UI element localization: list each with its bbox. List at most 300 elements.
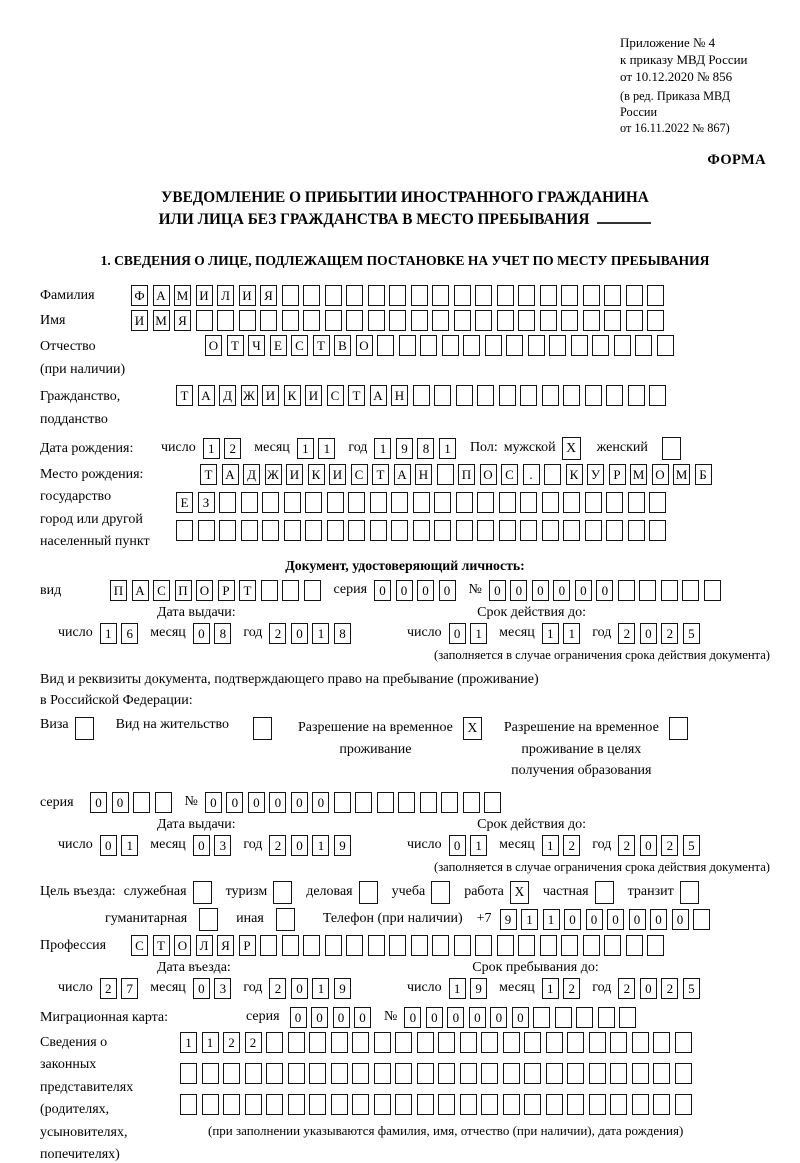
char-cell[interactable] [628, 385, 645, 406]
char-cell[interactable] [499, 385, 516, 406]
char-cell[interactable]: Т [239, 580, 256, 601]
char-cell[interactable] [524, 1032, 541, 1053]
stay-month-cells[interactable] [542, 978, 581, 999]
char-cell[interactable] [481, 1094, 498, 1115]
identity-issue-year-cells[interactable] [269, 623, 351, 644]
char-cell[interactable]: 0 [553, 580, 570, 601]
char-cell[interactable]: 1 [100, 623, 117, 644]
char-cell[interactable] [241, 492, 258, 513]
char-cell[interactable]: 1 [202, 1032, 219, 1053]
char-cell[interactable] [304, 580, 321, 601]
char-cell[interactable] [475, 285, 492, 306]
char-cell[interactable] [352, 1063, 369, 1084]
char-cell[interactable] [542, 520, 559, 541]
char-cell[interactable]: Я [217, 935, 234, 956]
char-cell[interactable]: Е [270, 335, 287, 356]
char-cell[interactable] [657, 335, 674, 356]
char-cell[interactable] [434, 492, 451, 513]
char-cell[interactable]: 3 [214, 835, 231, 856]
birth-month-cells[interactable] [297, 438, 336, 459]
char-cell[interactable] [626, 310, 643, 331]
char-cell[interactable]: А [198, 385, 215, 406]
char-cell[interactable] [442, 335, 459, 356]
char-cell[interactable]: П [110, 580, 127, 601]
char-cell[interactable] [653, 1032, 670, 1053]
char-cell[interactable]: 1 [318, 438, 335, 459]
purpose-other-checkbox[interactable] [276, 908, 295, 931]
char-cell[interactable]: 0 [586, 909, 603, 930]
char-cell[interactable]: 1 [312, 978, 329, 999]
char-cell[interactable]: 9 [334, 835, 351, 856]
char-cell[interactable] [540, 310, 557, 331]
representatives-cells-row1[interactable] [180, 1032, 692, 1053]
char-cell[interactable] [245, 1094, 262, 1115]
char-cell[interactable] [499, 492, 516, 513]
char-cell[interactable] [518, 310, 535, 331]
char-cell[interactable]: С [153, 580, 170, 601]
char-cell[interactable] [219, 520, 236, 541]
char-cell[interactable] [463, 792, 480, 813]
char-cell[interactable] [334, 792, 351, 813]
char-cell[interactable] [475, 310, 492, 331]
char-cell[interactable]: С [327, 385, 344, 406]
char-cell[interactable] [639, 580, 656, 601]
char-cell[interactable] [305, 492, 322, 513]
char-cell[interactable] [355, 792, 372, 813]
char-cell[interactable]: О [174, 935, 191, 956]
char-cell[interactable] [327, 520, 344, 541]
char-cell[interactable]: 0 [333, 1007, 350, 1028]
entry-year-cells[interactable] [269, 978, 351, 999]
char-cell[interactable] [434, 385, 451, 406]
char-cell[interactable] [649, 385, 666, 406]
char-cell[interactable]: О [205, 335, 222, 356]
char-cell[interactable] [288, 1094, 305, 1115]
char-cell[interactable] [606, 520, 623, 541]
char-cell[interactable] [484, 792, 501, 813]
char-cell[interactable] [262, 520, 279, 541]
char-cell[interactable] [682, 580, 699, 601]
char-cell[interactable]: 0 [291, 792, 308, 813]
char-cell[interactable] [395, 1094, 412, 1115]
char-cell[interactable] [309, 1094, 326, 1115]
char-cell[interactable] [589, 1063, 606, 1084]
representatives-cells-row2[interactable] [180, 1063, 692, 1084]
residence-expiry-year-cells[interactable] [618, 835, 700, 856]
char-cell[interactable]: Т [153, 935, 170, 956]
residence-doc-series-cells[interactable] [90, 792, 172, 813]
char-cell[interactable]: 2 [100, 978, 117, 999]
char-cell[interactable] [477, 520, 494, 541]
char-cell[interactable] [266, 1032, 283, 1053]
char-cell[interactable]: 0 [312, 792, 329, 813]
char-cell[interactable]: 1 [470, 835, 487, 856]
char-cell[interactable] [368, 935, 385, 956]
char-cell[interactable]: К [566, 464, 583, 485]
char-cell[interactable] [395, 1032, 412, 1053]
char-cell[interactable]: С [131, 935, 148, 956]
char-cell[interactable]: 9 [500, 909, 517, 930]
char-cell[interactable] [374, 1032, 391, 1053]
char-cell[interactable]: 0 [640, 835, 657, 856]
char-cell[interactable] [413, 385, 430, 406]
char-cell[interactable]: Ж [241, 385, 258, 406]
char-cell[interactable]: 2 [618, 978, 635, 999]
char-cell[interactable]: 9 [334, 978, 351, 999]
char-cell[interactable] [563, 520, 580, 541]
sex-female-checkbox[interactable] [662, 437, 681, 460]
char-cell[interactable] [454, 285, 471, 306]
char-cell[interactable]: 0 [532, 580, 549, 601]
char-cell[interactable]: Ч [248, 335, 265, 356]
char-cell[interactable] [282, 580, 299, 601]
char-cell[interactable]: 2 [661, 978, 678, 999]
char-cell[interactable] [374, 1063, 391, 1084]
char-cell[interactable] [413, 492, 430, 513]
char-cell[interactable]: С [291, 335, 308, 356]
char-cell[interactable] [241, 520, 258, 541]
char-cell[interactable] [432, 285, 449, 306]
char-cell[interactable] [352, 1094, 369, 1115]
char-cell[interactable] [377, 335, 394, 356]
char-cell[interactable] [325, 935, 342, 956]
char-cell[interactable]: И [329, 464, 346, 485]
char-cell[interactable] [583, 285, 600, 306]
char-cell[interactable] [618, 580, 635, 601]
char-cell[interactable] [303, 285, 320, 306]
char-cell[interactable] [610, 1032, 627, 1053]
char-cell[interactable] [567, 1094, 584, 1115]
char-cell[interactable] [346, 310, 363, 331]
char-cell[interactable]: Я [260, 285, 277, 306]
char-cell[interactable]: 0 [193, 978, 210, 999]
char-cell[interactable]: Р [239, 935, 256, 956]
char-cell[interactable] [632, 1063, 649, 1084]
purpose-private-checkbox[interactable] [595, 881, 614, 904]
char-cell[interactable]: Т [372, 464, 389, 485]
char-cell[interactable]: 2 [269, 978, 286, 999]
char-cell[interactable] [661, 580, 678, 601]
char-cell[interactable] [628, 520, 645, 541]
char-cell[interactable]: И [196, 285, 213, 306]
char-cell[interactable] [460, 1094, 477, 1115]
char-cell[interactable] [544, 464, 561, 485]
char-cell[interactable]: 0 [510, 580, 527, 601]
char-cell[interactable] [481, 1032, 498, 1053]
char-cell[interactable] [632, 1094, 649, 1115]
char-cell[interactable] [628, 492, 645, 513]
char-cell[interactable]: 6 [121, 623, 138, 644]
residence-expiry-month-cells[interactable] [542, 835, 581, 856]
identity-expiry-year-cells[interactable] [618, 623, 700, 644]
char-cell[interactable] [370, 520, 387, 541]
char-cell[interactable]: 2 [618, 835, 635, 856]
char-cell[interactable]: 0 [291, 978, 308, 999]
char-cell[interactable]: 1 [121, 835, 138, 856]
char-cell[interactable] [456, 492, 473, 513]
char-cell[interactable] [260, 935, 277, 956]
char-cell[interactable]: 0 [404, 1007, 421, 1028]
char-cell[interactable]: Т [227, 335, 244, 356]
char-cell[interactable]: 0 [596, 580, 613, 601]
char-cell[interactable]: С [501, 464, 518, 485]
char-cell[interactable] [331, 1094, 348, 1115]
char-cell[interactable]: 8 [214, 623, 231, 644]
char-cell[interactable] [411, 285, 428, 306]
char-cell[interactable] [434, 520, 451, 541]
char-cell[interactable] [399, 335, 416, 356]
char-cell[interactable]: 0 [640, 978, 657, 999]
char-cell[interactable]: Д [243, 464, 260, 485]
char-cell[interactable]: 1 [297, 438, 314, 459]
identity-doc-number-cells[interactable] [489, 580, 721, 601]
residence-issue-month-cells[interactable] [193, 835, 232, 856]
char-cell[interactable]: Т [200, 464, 217, 485]
char-cell[interactable] [411, 935, 428, 956]
identity-doc-kind-cells[interactable] [110, 580, 321, 601]
char-cell[interactable]: 2 [563, 978, 580, 999]
char-cell[interactable] [282, 935, 299, 956]
char-cell[interactable] [391, 492, 408, 513]
char-cell[interactable] [503, 1032, 520, 1053]
char-cell[interactable] [303, 935, 320, 956]
char-cell[interactable] [196, 310, 213, 331]
char-cell[interactable]: 0 [291, 623, 308, 644]
char-cell[interactable]: А [153, 285, 170, 306]
char-cell[interactable] [653, 1094, 670, 1115]
char-cell[interactable]: 0 [489, 580, 506, 601]
char-cell[interactable]: А [222, 464, 239, 485]
char-cell[interactable] [626, 285, 643, 306]
char-cell[interactable] [219, 492, 236, 513]
char-cell[interactable] [456, 520, 473, 541]
char-cell[interactable]: 2 [618, 623, 635, 644]
char-cell[interactable] [693, 909, 710, 930]
char-cell[interactable] [619, 1007, 636, 1028]
char-cell[interactable] [438, 1032, 455, 1053]
char-cell[interactable] [561, 285, 578, 306]
char-cell[interactable]: А [132, 580, 149, 601]
option-residence-permit-checkbox[interactable] [253, 717, 272, 740]
char-cell[interactable]: У [587, 464, 604, 485]
residence-issue-year-cells[interactable] [269, 835, 351, 856]
char-cell[interactable]: 0 [650, 909, 667, 930]
purpose-work-checkbox[interactable]: X [510, 881, 529, 904]
char-cell[interactable]: 2 [269, 623, 286, 644]
char-cell[interactable] [506, 335, 523, 356]
char-cell[interactable] [571, 335, 588, 356]
char-cell[interactable] [284, 492, 301, 513]
char-cell[interactable] [346, 285, 363, 306]
char-cell[interactable] [561, 310, 578, 331]
char-cell[interactable] [604, 285, 621, 306]
migration-series-cells[interactable] [290, 1007, 372, 1028]
char-cell[interactable] [546, 1063, 563, 1084]
char-cell[interactable] [395, 1063, 412, 1084]
identity-expiry-month-cells[interactable] [542, 623, 581, 644]
char-cell[interactable]: К [308, 464, 325, 485]
char-cell[interactable]: 0 [447, 1007, 464, 1028]
char-cell[interactable] [632, 1032, 649, 1053]
char-cell[interactable] [540, 935, 557, 956]
char-cell[interactable] [180, 1094, 197, 1115]
char-cell[interactable] [653, 1063, 670, 1084]
char-cell[interactable] [331, 1063, 348, 1084]
char-cell[interactable]: 1 [542, 835, 559, 856]
char-cell[interactable] [398, 792, 415, 813]
char-cell[interactable] [647, 285, 664, 306]
char-cell[interactable]: 1 [203, 438, 220, 459]
char-cell[interactable]: 2 [563, 835, 580, 856]
char-cell[interactable] [305, 520, 322, 541]
char-cell[interactable] [524, 1094, 541, 1115]
char-cell[interactable] [503, 1094, 520, 1115]
char-cell[interactable]: Н [415, 464, 432, 485]
char-cell[interactable]: 9 [470, 978, 487, 999]
char-cell[interactable] [262, 492, 279, 513]
purpose-humanitarian-checkbox[interactable] [199, 908, 218, 931]
char-cell[interactable] [460, 1032, 477, 1053]
char-cell[interactable]: 1 [180, 1032, 197, 1053]
char-cell[interactable] [202, 1094, 219, 1115]
char-cell[interactable]: З [198, 492, 215, 513]
char-cell[interactable] [477, 385, 494, 406]
char-cell[interactable]: П [175, 580, 192, 601]
char-cell[interactable]: О [480, 464, 497, 485]
identity-issue-day-cells[interactable] [100, 623, 139, 644]
char-cell[interactable]: Н [391, 385, 408, 406]
char-cell[interactable]: 0 [90, 792, 107, 813]
char-cell[interactable]: 2 [245, 1032, 262, 1053]
char-cell[interactable] [374, 1094, 391, 1115]
char-cell[interactable]: 1 [449, 978, 466, 999]
birth-place-cells-row2[interactable] [176, 492, 712, 513]
char-cell[interactable]: М [673, 464, 690, 485]
char-cell[interactable]: 0 [100, 835, 117, 856]
citizenship-cells[interactable] [176, 385, 666, 406]
char-cell[interactable]: 0 [426, 1007, 443, 1028]
char-cell[interactable]: М [630, 464, 647, 485]
birth-place-cells-row1[interactable] [200, 464, 712, 485]
char-cell[interactable] [610, 1094, 627, 1115]
char-cell[interactable] [675, 1063, 692, 1084]
char-cell[interactable] [528, 335, 545, 356]
char-cell[interactable]: 0 [269, 792, 286, 813]
char-cell[interactable]: И [239, 285, 256, 306]
char-cell[interactable] [533, 1007, 550, 1028]
char-cell[interactable]: 7 [121, 978, 138, 999]
char-cell[interactable] [563, 492, 580, 513]
char-cell[interactable] [463, 335, 480, 356]
char-cell[interactable] [133, 792, 150, 813]
char-cell[interactable]: 0 [193, 623, 210, 644]
char-cell[interactable]: 0 [564, 909, 581, 930]
char-cell[interactable] [520, 385, 537, 406]
representatives-cells-row3[interactable] [180, 1094, 692, 1115]
char-cell[interactable] [546, 1094, 563, 1115]
char-cell[interactable] [563, 385, 580, 406]
char-cell[interactable] [454, 935, 471, 956]
char-cell[interactable] [598, 1007, 615, 1028]
char-cell[interactable] [261, 580, 278, 601]
char-cell[interactable]: 2 [223, 1032, 240, 1053]
char-cell[interactable]: Д [219, 385, 236, 406]
char-cell[interactable] [432, 310, 449, 331]
char-cell[interactable]: Т [348, 385, 365, 406]
char-cell[interactable] [456, 385, 473, 406]
char-cell[interactable] [520, 492, 537, 513]
char-cell[interactable]: 1 [439, 438, 456, 459]
char-cell[interactable] [411, 310, 428, 331]
char-cell[interactable]: 1 [374, 438, 391, 459]
char-cell[interactable]: 2 [661, 835, 678, 856]
char-cell[interactable]: 1 [542, 978, 559, 999]
char-cell[interactable]: И [305, 385, 322, 406]
char-cell[interactable] [217, 310, 234, 331]
char-cell[interactable] [389, 285, 406, 306]
char-cell[interactable] [503, 1063, 520, 1084]
char-cell[interactable] [589, 1094, 606, 1115]
char-cell[interactable] [567, 1032, 584, 1053]
char-cell[interactable]: 2 [269, 835, 286, 856]
char-cell[interactable]: 9 [396, 438, 413, 459]
char-cell[interactable]: 1 [563, 623, 580, 644]
char-cell[interactable] [583, 310, 600, 331]
phone-cells[interactable] [500, 909, 711, 930]
char-cell[interactable]: 0 [193, 835, 210, 856]
char-cell[interactable] [438, 1094, 455, 1115]
char-cell[interactable]: 0 [248, 792, 265, 813]
char-cell[interactable]: 0 [417, 580, 434, 601]
char-cell[interactable] [266, 1094, 283, 1115]
char-cell[interactable]: 0 [354, 1007, 371, 1028]
char-cell[interactable]: А [370, 385, 387, 406]
char-cell[interactable] [288, 1063, 305, 1084]
char-cell[interactable] [604, 935, 621, 956]
char-cell[interactable] [309, 1063, 326, 1084]
char-cell[interactable]: 1 [470, 623, 487, 644]
char-cell[interactable]: 0 [469, 1007, 486, 1028]
char-cell[interactable] [499, 520, 516, 541]
char-cell[interactable]: 0 [290, 1007, 307, 1028]
char-cell[interactable] [585, 385, 602, 406]
char-cell[interactable]: . [523, 464, 540, 485]
char-cell[interactable] [417, 1063, 434, 1084]
char-cell[interactable] [223, 1063, 240, 1084]
char-cell[interactable] [518, 935, 535, 956]
char-cell[interactable]: 5 [683, 835, 700, 856]
char-cell[interactable] [325, 285, 342, 306]
char-cell[interactable] [497, 310, 514, 331]
char-cell[interactable] [389, 310, 406, 331]
char-cell[interactable]: 2 [661, 623, 678, 644]
char-cell[interactable] [592, 335, 609, 356]
char-cell[interactable] [368, 310, 385, 331]
char-cell[interactable]: О [196, 580, 213, 601]
char-cell[interactable] [604, 310, 621, 331]
char-cell[interactable] [518, 285, 535, 306]
char-cell[interactable]: 1 [312, 623, 329, 644]
char-cell[interactable]: 1 [543, 909, 560, 930]
purpose-business-checkbox[interactable] [359, 881, 378, 904]
char-cell[interactable]: С [351, 464, 368, 485]
char-cell[interactable]: К [284, 385, 301, 406]
char-cell[interactable]: Л [217, 285, 234, 306]
char-cell[interactable]: 1 [542, 623, 559, 644]
purpose-transit-checkbox[interactable] [680, 881, 699, 904]
char-cell[interactable] [389, 935, 406, 956]
char-cell[interactable] [348, 492, 365, 513]
